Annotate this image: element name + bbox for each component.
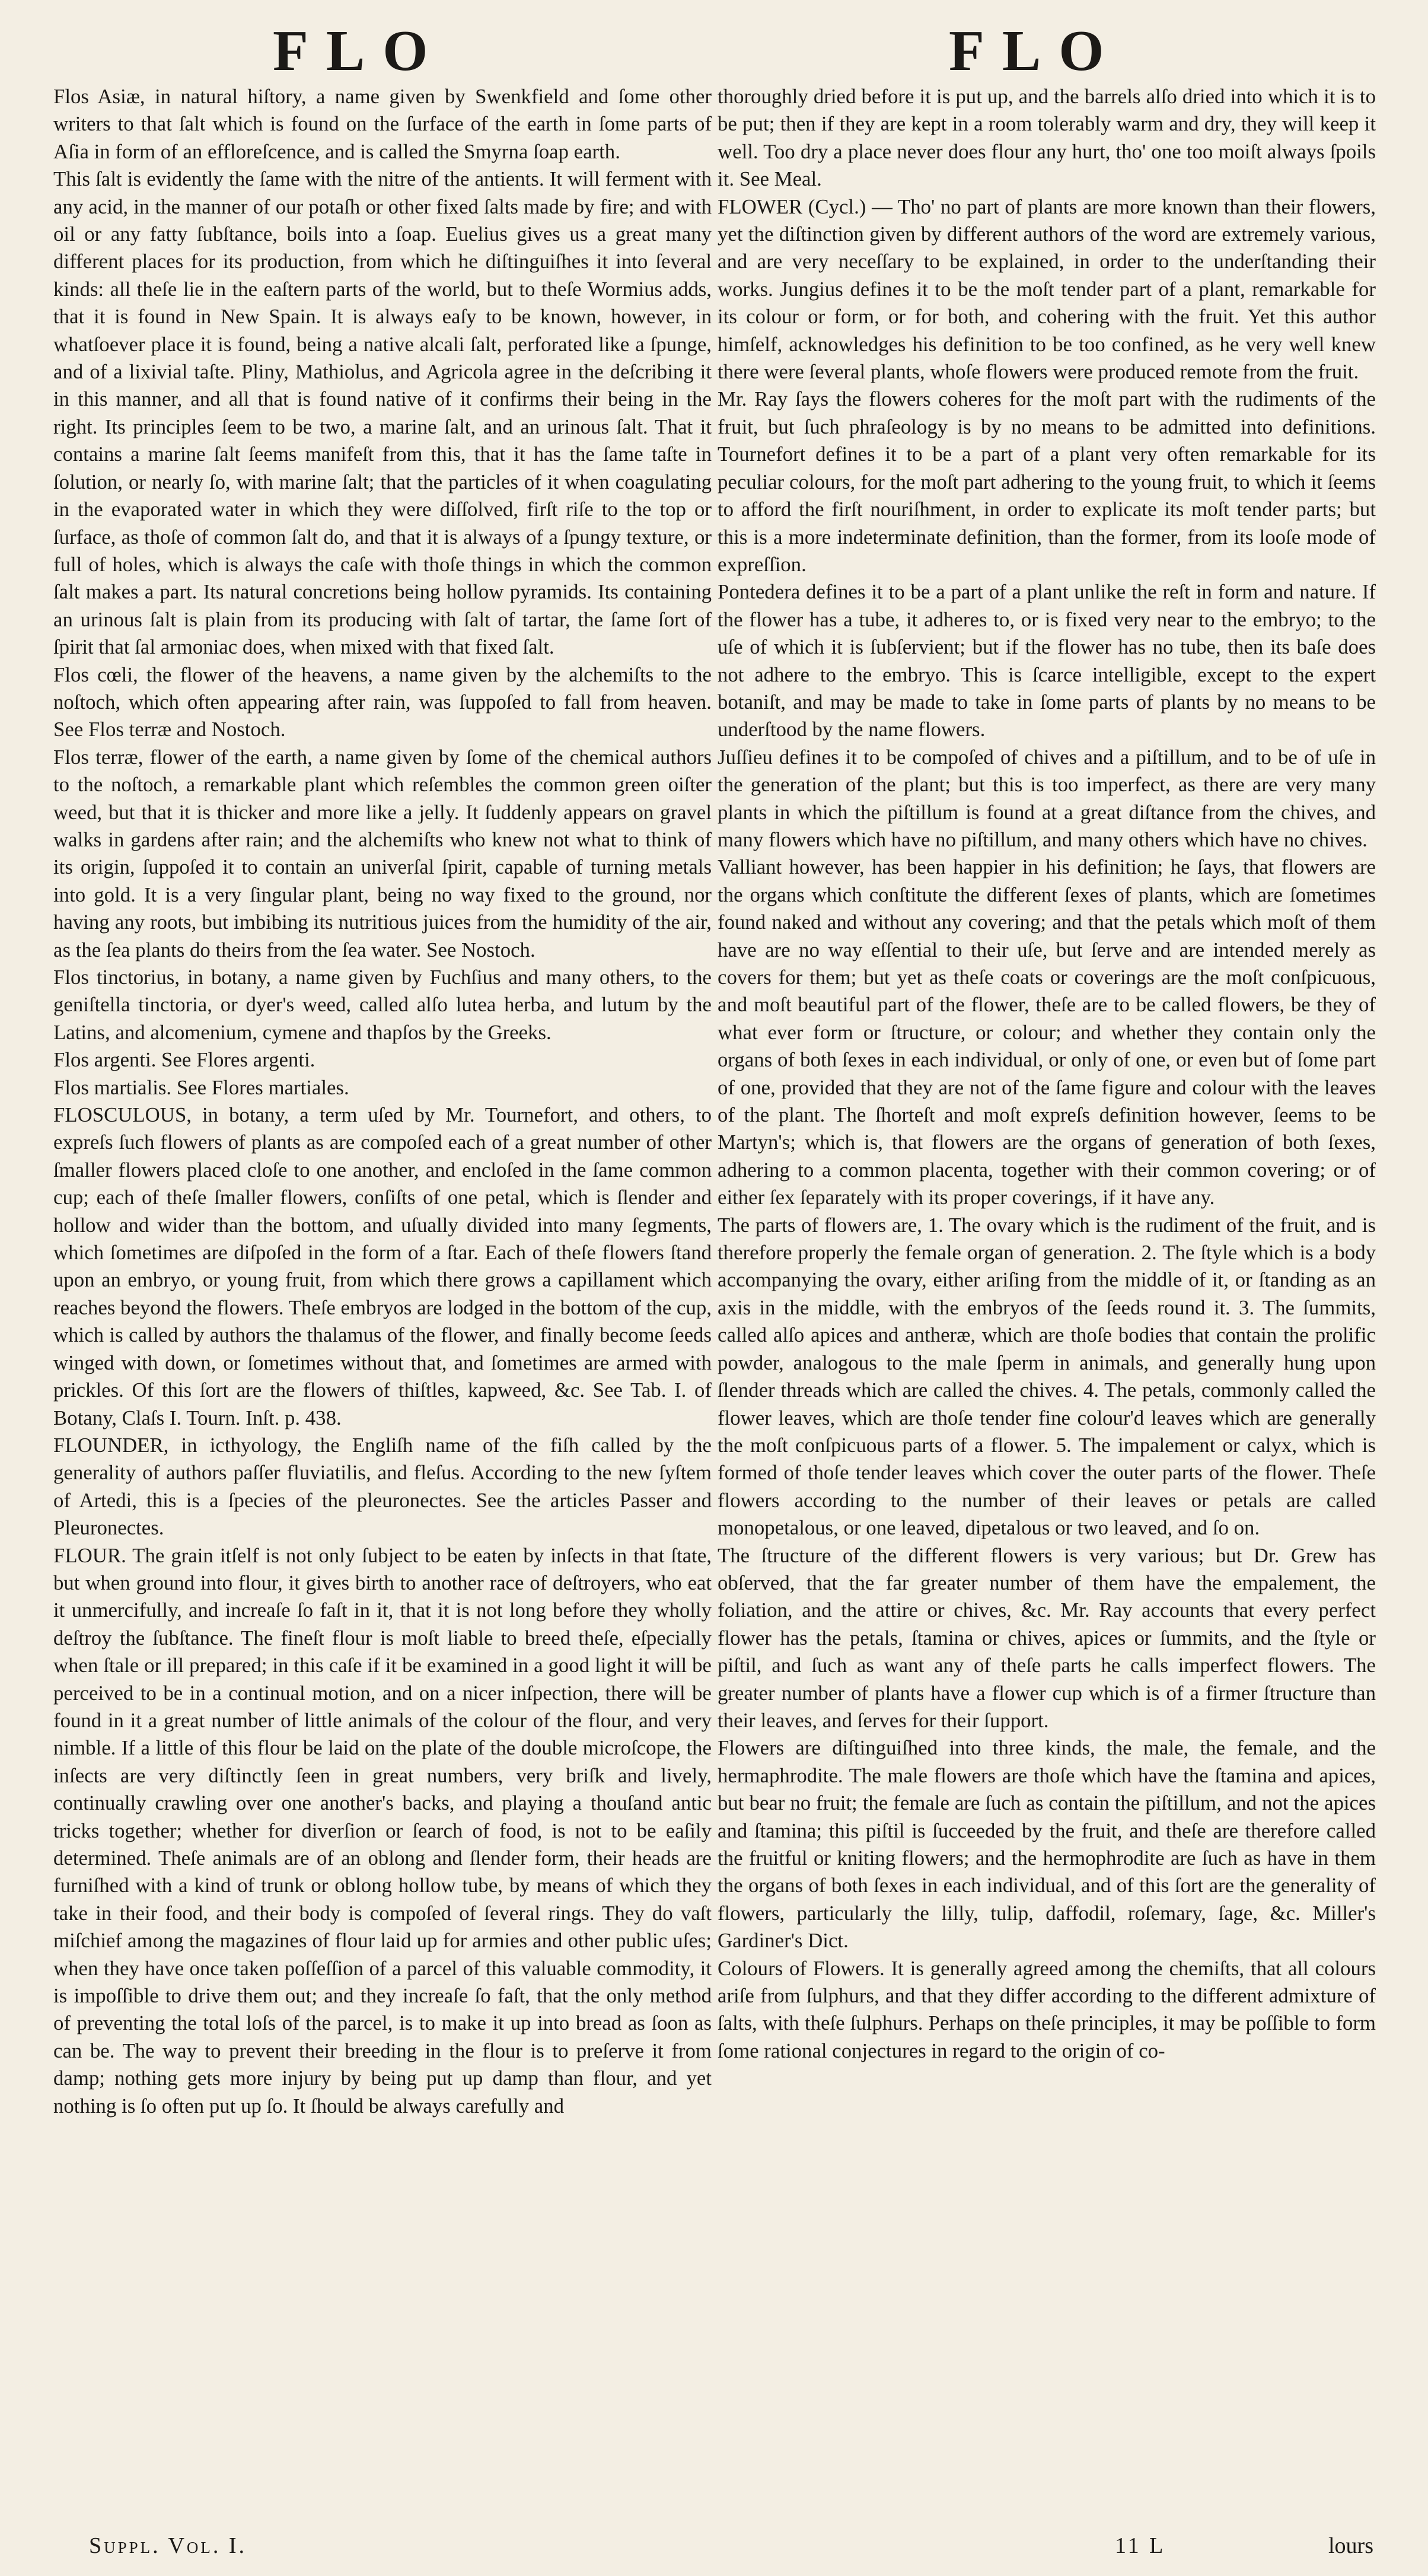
folio-mark: 11 L: [1115, 2533, 1166, 2558]
page-footer: [0, 2533, 1428, 2568]
running-head-left: FLO: [273, 19, 446, 83]
paragraph-jussieu: Juſſieu defines it to be compoſed of chives and a piſtillum, and to be of uſe in the generation of the plant; but this is too imperfect, as there are very many plants in which the piſtillum is found at a great diſtance from the chives, and many flowers which have no piſtillum, and many others which have no chives.: [718, 745, 1376, 851]
entry-flos-terrae: Flos terræ, flower of the earth, a name given by ſome of the chemical authors to the noſtoch, a remarkable plant which reſembles the common green oiſter weed, but that it is thicker and more like a jelly. It ſuddenly appears on gravel walks in gardens after rain; and the alchemiſts who knew not what to think of its origin, ſuppoſed it to contain an univerſal ſpirit, capable of turning metals into gold. It is a very ſingular plant, being no way fixed to the ground, nor having any roots, but imbibing its nutritious juices from the humidity of the air, as the ſea plants do theirs from the ſea water. See Nostoch.: [53, 745, 712, 961]
paragraph-flos-asiae-salt: This ſalt is evidently the ſame with the nitre of the antients. It will ferment with any acid, in the manner of our potaſh or other fixed ſalts made by fire; and with oil or any fatty ſubſtance, boils into a ſoap. Euelius gives us a great many different places for its production, from which he diſtinguiſhes it into ſeveral kinds: all theſe lie in the eaſtern parts of the world, but to theſe Wormius adds, that it is found in New Spain. It is always eaſy to be known, however, in whatſoever place it is found, being a native alcali ſalt, perforated like a ſpunge, and of a lixivial taſte. Pliny, Mathiolus, and Agricola agree in the deſcribing it in this manner, and all that is found native of it confirms their being in the right. Its principles ſeem to be two, a marine ſalt, and an urinous ſalt. That it contains a marine ſalt ſeems manifeſt from this, that it has the ſame taſte in ſolution, or nearly ſo, with marine ſalt; that the particles of it when coagulating in the evaporated water in which they were diſſolved, firſt riſe to the top or ſurface, as thoſe of common ſalt do, and that it is always of a ſpungy texture, or full of holes, which is always the caſe with thoſe things in which the common ſalt makes a part. Its natural concretions being hollow pyramids. Its containing an urinous ſalt is plain from its producing with ſalt of tartar, the ſame ſort of ſpirit that ſal armoniac does, when mixed with that fixed ſalt.: [53, 167, 712, 659]
right-column: [718, 83, 1376, 2509]
entry-flounder: FLOUNDER, in icthyology, the Engliſh name of the fiſh called by the generality of authors paſſer fluviatilis, and fleſus. According to the new ſyſtem of Artedi, this is a ſpecies of the pleuronectes. See the articles Passer and Pleuronectes.: [53, 1433, 712, 1540]
entry-flour: FLOUR. The grain itſelf is not only ſubject to be eaten by inſects in that ſtate, but when ground into flour, it gives birth to another race of deſtroyers, who eat it unmercifully, and increaſe ſo faſt in it, that it is not long before they wholly deſtroy the ſubſtance. The fineſt flour is moſt liable to breed theſe, eſpecially when ſtale or ill prepared; in this caſe if it be examined in a good light it will be perceived to be in a continual motion, and on a nicer inſpection, there will be found in it a great number of little animals of the colour of the flour, and very nimble. If a little of this flour be laid on the plate of the double microſcope, the inſects are very diſtinctly ſeen in great numbers, very briſk and lively, continually crawling over one another's backs, and playing a thouſand antic tricks together; whether for diverſion or ſearch of food, is not to be eaſily determined. Theſe animals are of an oblong and ſlender form, their heads are furniſhed with a kind of trunk or oblong hollow tube, by means of which they take in their food, and their body is compoſed of ſeveral rings. They do vaſt miſchief among the magazines of flour laid up for armies and other public uſes; when they have once taken poſſeſſion of a parcel of this valuable commodity, it is impoſſible to drive them out; and they increaſe ſo faſt, that the only method of preventing the total loſs of the parcel, is to make it up into bread as ſoon as can be. The way to prevent their breeding in the flour is to preſerve it from damp; nothing gets more injury by being put up damp than flour, and yet nothing is ſo often put up ſo. It ſhould be always carefully and: [53, 1543, 712, 2118]
paragraph-structure: The ſtructure of the different flowers is very various; but Dr. Grew has obſerved, that the far greater number of them have the empalement, the foliation, and the attire or chives, &c. Mr. Ray accounts that every perfect flower has the petals, ſtamina or chives, apices or ſummits, and the ſtyle or piſtil, and ſuch as want any of theſe parts he calls imperfect flowers. The greater number of plants have a flower cup which is of a firmer ſtructure than their leaves, and ſerves for their ſupport.: [718, 1543, 1376, 1732]
paragraph-flour-continued: thoroughly dried before it is put up, and the barrels alſo dried into which it is to be put; then if they are kept in a room tolerably warm and dry, they will keep it well. Too dry a place never does flour any hurt, tho' one too moiſt always ſpoils it. See Meal.: [718, 85, 1376, 191]
entry-flower: FLOWER (Cycl.) — Tho' no part of plants are more known than their flowers, yet the diſtinction given by different authors of the word are extremely various, and are very neceſſary to be explained, in order to the underſtanding their works. Jungius defines it to be the moſt tender part of a plant, remarkable for its colour or form, or for both, and cohering with the fruit. Yet this author himſelf, acknowledges his definition to be too confined, as he very well knew there were ſeveral plants, whoſe flowers were produced remote from the fruit.: [718, 195, 1376, 384]
paragraph-kinds: Flowers are diſtinguiſhed into three kinds, the male, the female, and the hermaphrodite. The male flowers are thoſe which have the ſtamina and apices, but bear no fruit; the female are ſuch as contain the piſtillum, and not the apices and ſtamina; this piſtil is ſucceeded by the fruit, and theſe are therefore called the fruitful or kniting flowers; and the hermophrodite are ſuch as have in them the organs of both ſexes in each individual, and of this ſort are the generality of flowers, particularly the lilly, tulip, daffodil, roſemary, ſage, &c. Miller's Gardiner's Dict.: [718, 1736, 1376, 1953]
paragraph-pontedera: Pontedera defines it to be a part of a plant unlike the reſt in form and nature. If the flower has a tube, it adheres to, or is fixed very near to the embryo; to the uſe of which it is ſubſervient; but if the flower has no tube, then its baſe does not adhere to the embryo. This is ſcarce intelligible, except to the expert botaniſt, and may be made to take in ſome parts of plants by no means to be underſtood by the name flowers.: [718, 580, 1376, 741]
paragraph-valliant: Valliant however, has been happier in his definition; he ſays, that flowers are the organs which conſtitute the different ſexes of plants, which are ſometimes found naked and without any covering; and that the petals which moſt of them have are no way eſſential to their uſe, but ſerve and are intended merely as covers for them; but yet as theſe coats or coverings are the moſt conſpicuous, and moſt beautiful part of the flower, theſe are to be called flowers, be they of what ever form or ſtructure, or colour; and whether they contain only the organs of both ſexes in each individual, or only of one, or even but of ſome part of one, provided that they are not of the ſame figure and colour with the leaves of the plant. The ſhorteſt and moſt expreſs definition however, ſeems to be Martyn's; which is, that flowers are the organs of generation of both ſexes, adhering to a common placenta, together with their common covering; or of either ſex ſeparately with its proper coverings, if it have any.: [718, 855, 1376, 1209]
running-head-right: FLO: [949, 19, 1122, 83]
paragraph-parts-of-flowers: The parts of flowers are, 1. The ovary which is the rudiment of the fruit, and is therefore properly the female organ of generation. 2. The ſtyle which is a body accompanying the ovary, either ariſing from the middle of it, or ſtanding as an axis in the middle, with the embryos of the ſeeds round it. 3. The ſummits, called alſo apices and antheræ, which are thoſe bodies that contain the prolific powder, analogous to the male ſperm in animals, and generally hung upon ſlender threads which are called the chives. 4. The petals, commonly called the flower leaves, which are thoſe tender fine colour'd leaves which are generally the moſt conſpicuous parts of a flower. 5. The impalement or calyx, which is formed of thoſe tender leaves which cover the outer parts of the flower. Theſe flowers according to the number of their leaves or petals are called monopetalous, or one leaved, dipetalous or two leaved, and ſo on.: [718, 1213, 1376, 1540]
entry-colours-of-flowers: Colours of Flowers. It is generally agreed among the chemiſts, that all colours ariſe from ſulphurs, and that they differ according to the different admixture of ſalts, with theſe ſulphurs. Perhaps on theſe principles, it may be poſſible to form ſome rational conjectures in regard to the origin of co-: [718, 1956, 1376, 2062]
left-column: [53, 83, 712, 2509]
catchword: lours: [1328, 2533, 1373, 2558]
entry-flos-argenti: Flos argenti. See Flores argenti.: [53, 1048, 315, 1072]
signature-mark: Suppl. Vol. I.: [89, 2533, 247, 2558]
entry-flos-asiae: Flos Asiæ, in natural hiſtory, a name given by Swenkfield and ſome other writers to that ſalt which is found on the ſurface of the earth in ſome parts of Aſia in form of an effloreſcence, and is called the Smyrna ſoap earth.: [53, 85, 712, 163]
entry-flos-tinctorius: Flos tinctorius, in botany, a name given by Fuchſius and many others, to the geniſtella tinctoria, or dyer's weed, called alſo lutea herba, and lutum by the Latins, and alcomenium, cymene and thapſos by the Greeks.: [53, 966, 712, 1044]
entry-flos-coeli: Flos cœli, the flower of the heavens, a name given by the alchemiſts to the noſtoch, which often appearing after rain, was ſuppoſed to fall from heaven. See Flos terræ and Nostoch.: [53, 663, 712, 741]
running-head: [0, 18, 1428, 83]
entry-flosculous: FLOSCULOUS, in botany, a term uſed by Mr. Tournefort, and others, to expreſs ſuch flowers of plants as are compoſed each of a great number of other ſmaller flowers placed cloſe to one another, and encloſed in the ſame common cup; each of theſe ſmaller flowers, conſiſts of one petal, which is ſlender and hollow and wider than the bottom, and uſually divided into many ſegments, which ſometimes are diſpoſed in the form of a ſtar. Each of theſe flowers ſtand upon an embryo, or young fruit, from which there grows a capillament which reaches beyond the flowers. Theſe embryos are lodged in the bottom of the cup, which is called by authors the thalamus of the flower, and finally become ſeeds winged with down, or ſometimes without that, and ſometimes are armed with prickles. Of this ſort are the flowers of thiſtles, kapweed, &c. See Tab. I. of Botany, Claſs I. Tourn. Inſt. p. 438.: [53, 1103, 712, 1429]
paragraph-ray: Mr. Ray ſays the flowers coheres for the moſt part with the rudiments of the fruit, but ſuch phraſeology is by no means to be admitted into definitions. Tournefort defines it to be a part of a plant very often remarkable for its peculiar colours, for the moſt part adhering to the young fruit, to which it ſeems to afford the firſt nouriſhment, in order to explicate its moſt tender parts; but this is a more indeterminate definition, than the former, from its looſe mode of expreſſion.: [718, 387, 1376, 576]
entry-flos-martialis: Flos martialis. See Flores martiales.: [53, 1075, 349, 1099]
